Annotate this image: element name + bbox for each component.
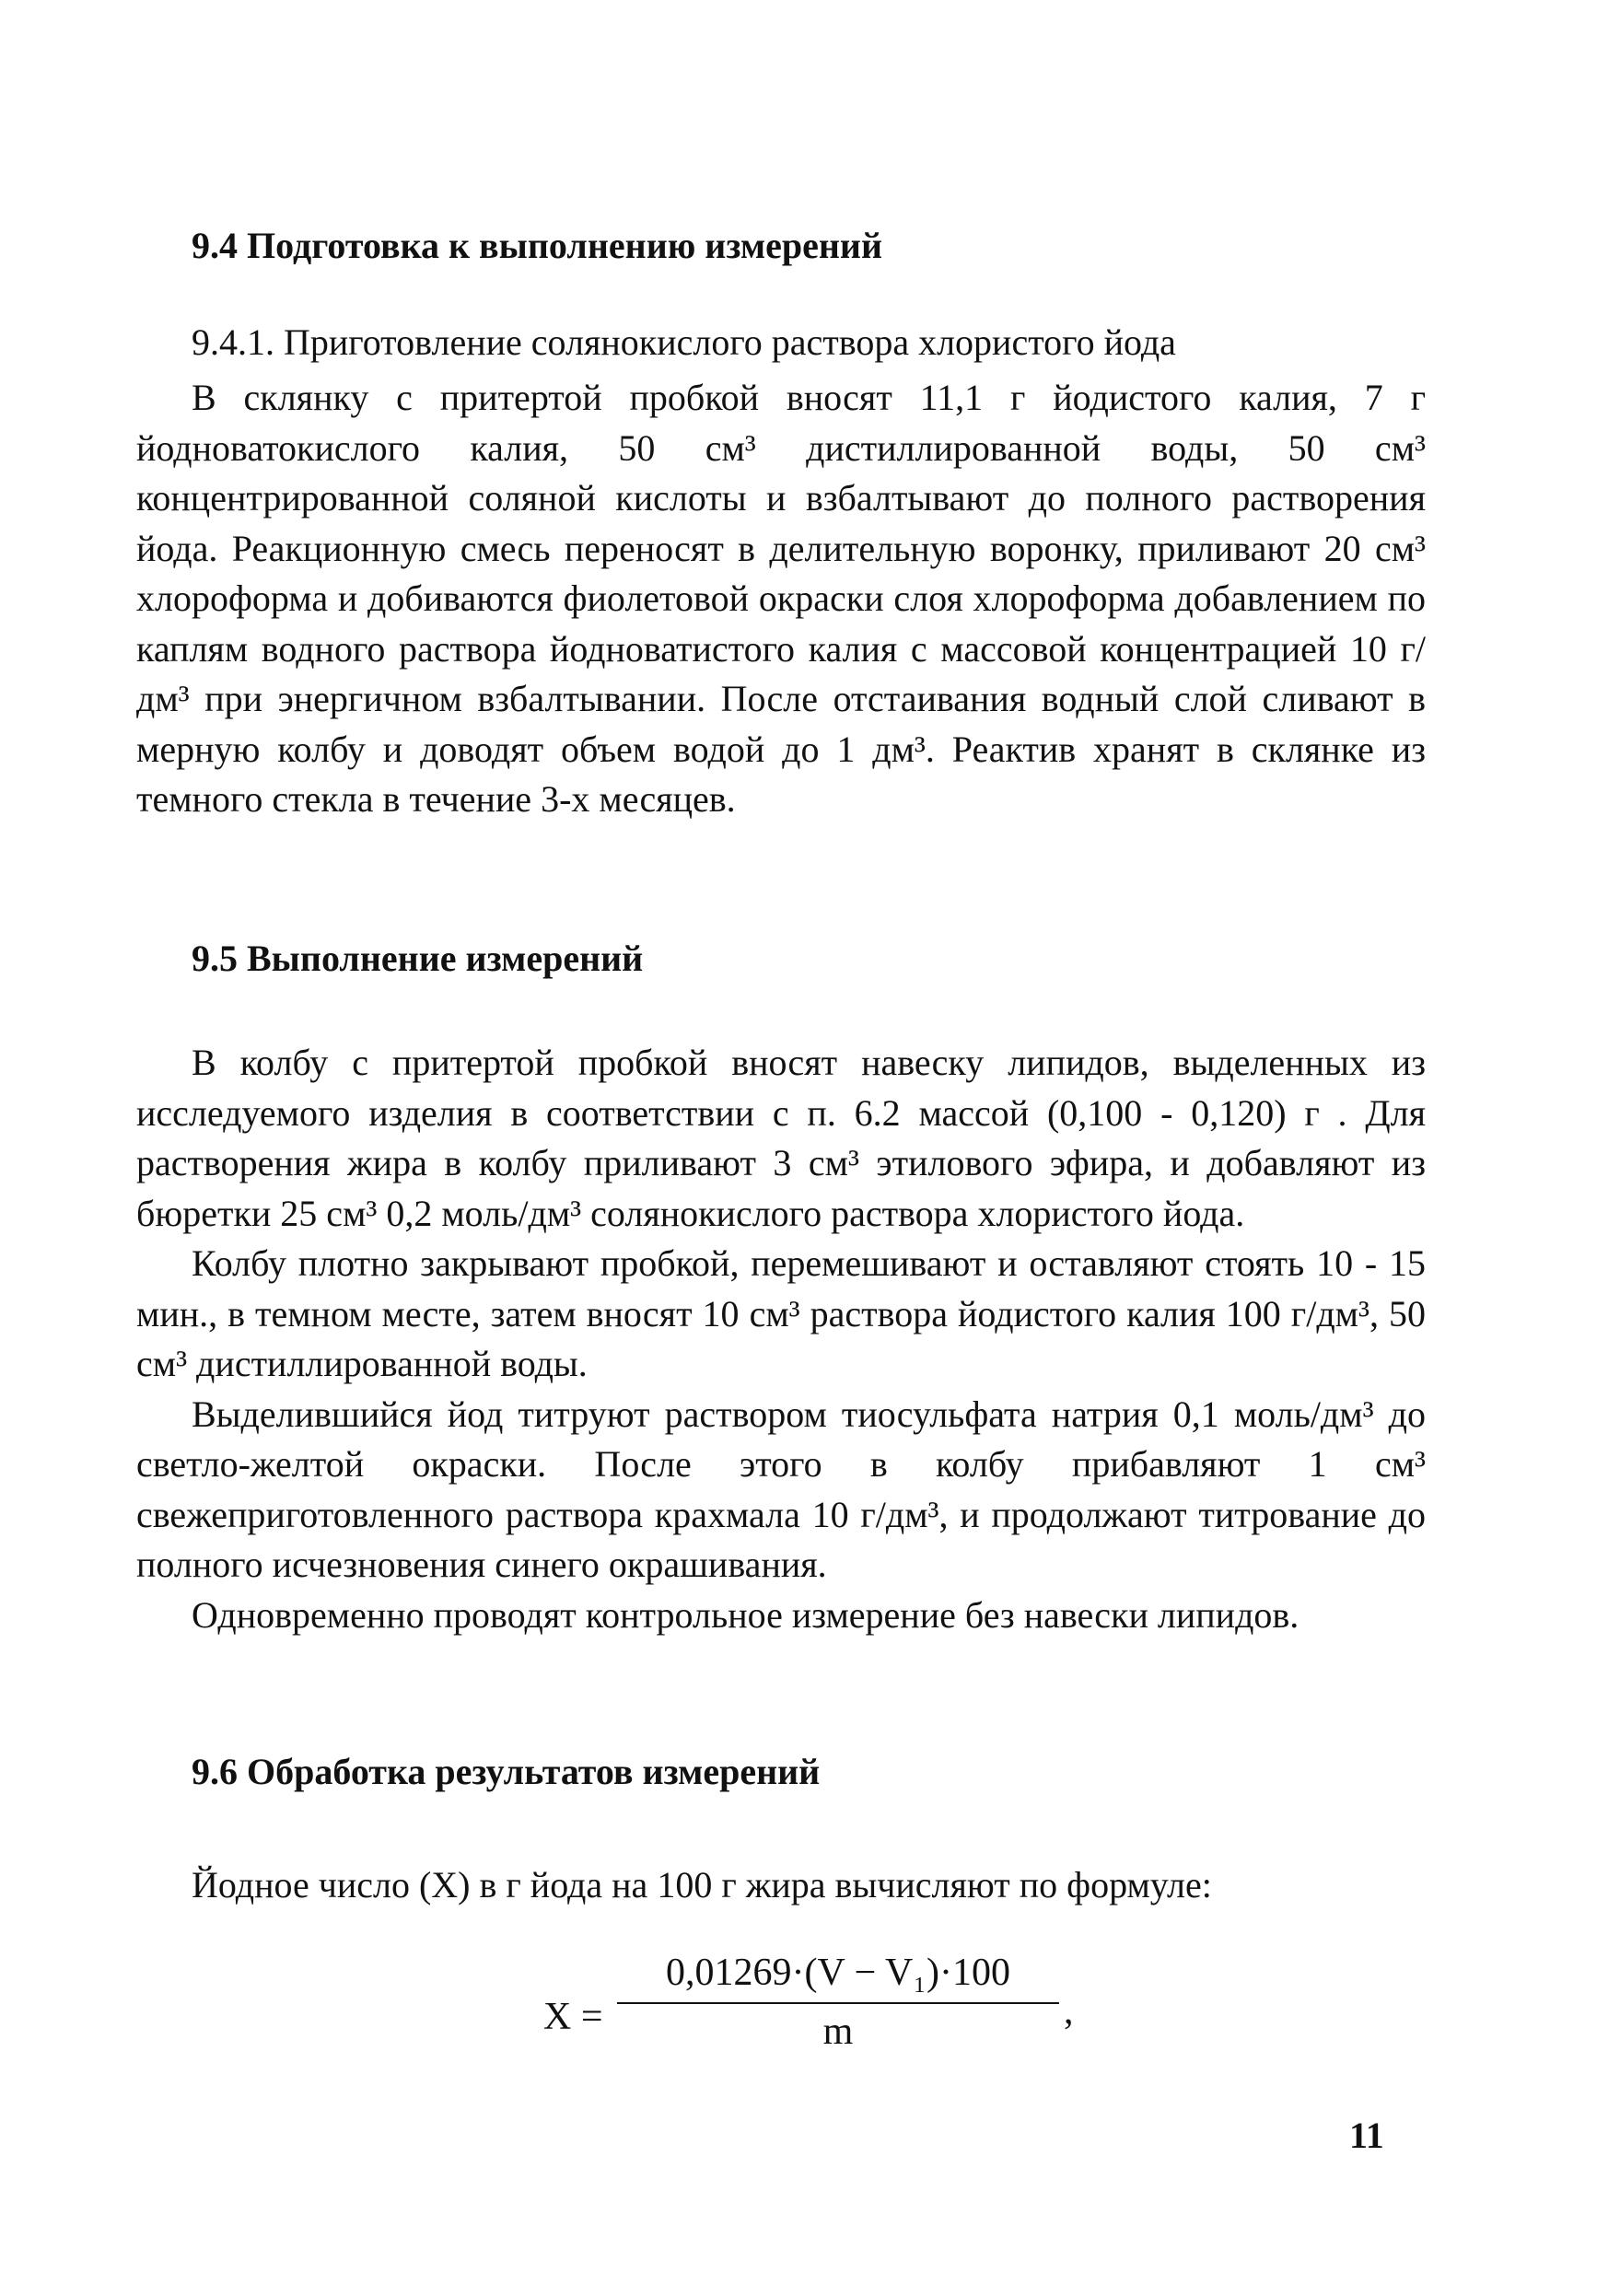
paragraph: Выделившийся йод титруют раствором тиосульфата натрия 0,1 моль/дм³ до светло-желтой окраски. После этого в колбу прибавляют 1 см³ свежеприготовленного раствора крахмала 10 г/дм³, и продолжают титрование до полного исчезновения синего окрашивания. — [136, 1393, 1426, 1585]
paragraph: Колбу плотно закрывают пробкой, перемешивают и оставляют стоять 10 - 15 мин., в темном месте, затем вносят 10 см³ раствора йодистого калия 100 г/дм³, 50 см³ дистиллированной воды. — [136, 1242, 1426, 1384]
section-heading-9-5: 9.5 Выполнение измерений — [192, 938, 644, 979]
paragraph: Йодное число (Х) в г йода на 100 г жира вычисляют по формуле: — [192, 1864, 1212, 1906]
paragraph: В склянку с притертой пробкой вносят 11,1 г йодистого калия, 7 г йодноватокислого калия, 50 см³ дистиллированной воды, 50 см³ концентрированной соляной кислоты и взбалтывают до полного растворения йода. Реакционную смесь переносят в делительную воронку, приливают 20 см³ хлороформа и добиваются фиолетовой окраски слоя хлороформа добавлением по каплям водного раствора йодноватистого калия с массовой концентрацией 10 г/дм³ при энергичном взбалтывании. После отстаивания водный слой сливают в мерную колбу и доводят объем водой до 1 дм³. Реактив хранят в склянке из темного стекла в течение 3-х месяцев. — [136, 377, 1426, 820]
formula-denominator: m — [822, 2010, 854, 2053]
paragraph: Одновременно проводят контрольное измерение без навески липидов. — [192, 1593, 1299, 1636]
section-9-5-body — [136, 1038, 1426, 1640]
section-heading-9-6: 9.6 Обработка результатов измерений — [192, 1751, 821, 1792]
formula-lhs: X = — [543, 1996, 603, 2038]
section-heading-9-4: 9.4 Подготовка к выполнению измерений — [192, 225, 882, 266]
formula-comma: , — [1064, 1990, 1074, 2033]
page-number: 11 — [1349, 2115, 1384, 2156]
formula-numerator: 0,01269·(V − V₁)·100 — [666, 1952, 1010, 1994]
section-9-6-body — [136, 1860, 1426, 1911]
paragraph: В колбу с притертой пробкой вносят навеску липидов, выделенных из исследуемого изделия в соответствии с п. 6.2 массой (0,100 - 0,120) г . Для растворения жира в колбу приливают 3 см³ этилового эфира, и добавляют из бюретки 25 см³ 0,2 моль/дм³ солянокислого раствора хлористого йода. — [136, 1042, 1426, 1234]
formula-fraction — [617, 1951, 1059, 2054]
subsection-heading-9-4-1: 9.4.1. Приготовление солянокислого раствора хлористого йода — [192, 321, 1176, 363]
section-9-4-body — [136, 373, 1426, 825]
